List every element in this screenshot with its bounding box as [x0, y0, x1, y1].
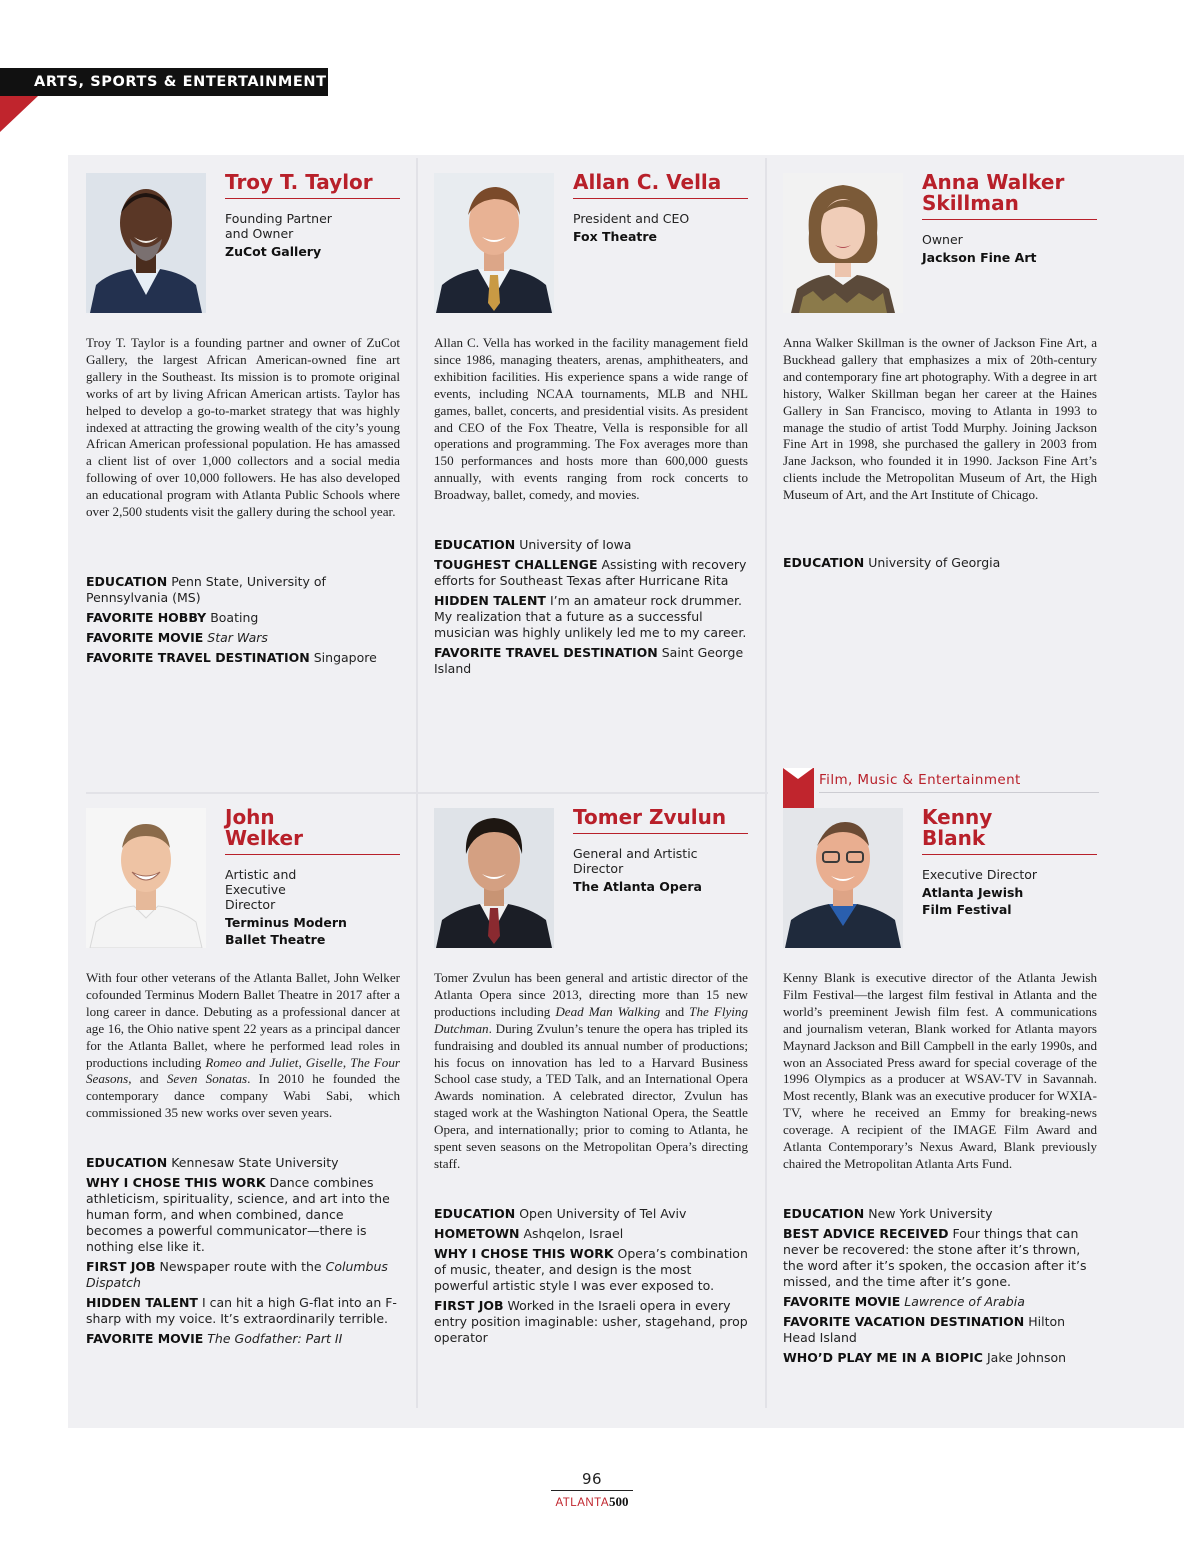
fact-value: Singapore — [313, 650, 377, 665]
fact-label: WHY I CHOSE THIS WORK — [86, 1175, 266, 1190]
fact-education — [783, 1206, 1097, 1222]
fact-value: Four things that can never be recovered: the stone after it’s thrown, the word after it’s spoken, the occasion after it’s missed, and the time after it’s gone. — [783, 1226, 1087, 1289]
fact-value: Hilton Head Island — [783, 1314, 1066, 1345]
profile-name: Troy T. Taylor — [225, 170, 373, 194]
publication-logo — [540, 1494, 644, 1510]
profile-name: Kenny Blank — [922, 805, 993, 850]
profile-bio: Kenny Blank is executive director of the Atlanta Jewish Film Festival—the largest film festival in Atlanta and the world’s preeminent Jewish film fest. A communications and journalism veteran, Blank worked for Atlanta mayors Maynard Jackson and Bill Campbell in the early 1990s, and won an Associated Press award for special coverage of the 1996 Olympics as a producer at WSAV-TV in Savannah. Most recently, Blank was an executive producer for WXIA-TV, where he received an Emmy for breaking-news coverage. A recipient of the IMAGE Film Award and Atlanta Contemporary’s Nexus Award, Blank previously chaired the Metropolitan Atlanta Arts Fund. — [783, 970, 1097, 1171]
profile-facts — [434, 1206, 748, 1350]
section-tag-fold — [0, 96, 38, 132]
fact-label: FIRST JOB — [434, 1298, 504, 1313]
fact-hidden-talent — [434, 593, 748, 641]
profile-header — [225, 807, 400, 948]
column-divider-1 — [416, 158, 418, 1408]
fact-value: The Godfather: Part II — [207, 1331, 343, 1346]
fact-education — [434, 537, 748, 553]
fact-label: BEST ADVICE RECEIVED — [783, 1226, 949, 1241]
profile-organization: The Atlanta Opera — [573, 879, 702, 894]
profile-name: Allan C. Vella — [573, 170, 722, 194]
row-divider — [86, 792, 768, 794]
subsection-rule — [819, 792, 1099, 793]
column-divider-2 — [765, 158, 767, 1408]
fact-favorite-hobby — [86, 610, 400, 626]
fact-value: Ashqelon, Israel — [523, 1226, 624, 1241]
fact-value: I can hit a high G-flat into an F-sharp with my voice. It’s extraordinarily terrible. — [86, 1295, 397, 1326]
bio-text: With four other veterans of the Atlanta Ballet, John Welker cofounded Terminus Modern Ballet Theatre in 2017 after a long career in dance. Debuting as a professional dancer at age 16, the Ohio native spent 22 years as a principal dancer for the Atlanta Ballet, where he performed lead roles in productions including Romeo and Juliet, Giselle, The Four Seasons, and Seven Sonatas. In 2010 he founded the contemporary dance company Wabi Sabi, which commissioned 35 new works over seven years. — [86, 970, 400, 1121]
fact-education — [783, 555, 1097, 571]
fact-value: Dance combines athleticism, spirituality, science, and art into the human form, and when combined, dance becomes a powerful communicator—there is nothing else like it. — [86, 1175, 390, 1254]
fact-biopic — [783, 1350, 1097, 1366]
profile-facts — [434, 537, 748, 681]
profile-role: Founding Partner and Owner — [225, 211, 332, 241]
profile-role: Artistic and Executive Director — [225, 867, 297, 912]
fact-label: TOUGHEST CHALLENGE — [434, 557, 598, 572]
name-rule — [573, 833, 748, 834]
fact-label: WHY I CHOSE THIS WORK — [434, 1246, 614, 1261]
portrait-photo — [86, 808, 206, 948]
profile-bio — [86, 970, 400, 1122]
portrait-photo — [434, 808, 554, 948]
fact-value: Lawrence of Arabia — [904, 1294, 1025, 1309]
fact-why-i-chose-this-work — [86, 1175, 400, 1255]
subsection-tag — [783, 768, 1099, 808]
profile-header — [573, 172, 748, 245]
profile-organization: ZuCot Gallery — [225, 244, 322, 259]
fact-value: Assisting with recovery efforts for Southeast Texas after Hurricane Rita — [434, 557, 747, 588]
portrait-photo — [783, 173, 903, 313]
profile-header — [573, 807, 748, 895]
fact-label: FAVORITE TRAVEL DESTINATION — [86, 650, 310, 665]
fact-label: EDUCATION — [783, 1206, 865, 1221]
footer-rule — [551, 1490, 633, 1491]
profile-role: Executive Director — [922, 867, 1038, 882]
fact-first-job — [434, 1298, 748, 1346]
profile-facts — [783, 555, 1097, 575]
fact-best-advice-received — [783, 1226, 1097, 1290]
fact-value: Worked in the Israeli opera in every entry position imaginable: usher, stagehand, prop operator — [434, 1298, 748, 1345]
fact-label: HIDDEN TALENT — [434, 593, 546, 608]
fact-hidden-talent — [86, 1295, 400, 1327]
fact-favorite-vacation-destination — [783, 1314, 1097, 1346]
fact-value: Open University of Tel Aviv — [519, 1206, 687, 1221]
profile-role: General and Artistic Director — [573, 846, 698, 876]
name-rule — [225, 854, 400, 855]
name-rule — [225, 198, 400, 199]
fact-favorite-movie — [783, 1294, 1097, 1310]
bookmark-notch — [783, 768, 813, 779]
fact-value: Star Wars — [207, 630, 268, 645]
fact-education — [86, 574, 400, 606]
fact-label: EDUCATION — [783, 555, 865, 570]
fact-value: Boating — [210, 610, 259, 625]
fact-label: WHO’D PLAY ME IN A BIOPIC — [783, 1350, 983, 1365]
profile-organization: Atlanta Jewish Film Festival — [922, 885, 1024, 917]
fact-label: FAVORITE HOBBY — [86, 610, 207, 625]
fact-label: EDUCATION — [86, 1155, 168, 1170]
fact-label: FAVORITE MOVIE — [783, 1294, 901, 1309]
portrait-photo — [434, 173, 554, 313]
fact-value: Kennesaw State University — [171, 1155, 339, 1170]
profile-bio: Allan C. Vella has worked in the facility management field since 1986, managing theaters, arenas, amphitheaters, and exhibition facilities. His experience spans a wide range of events, including NCAA tournaments, MLB and NHL games, ballet, concerts, and presidential visits. As president and CEO of the Fox Theatre, Vella is responsible for all operations and programming. The Fox averages more than 150 performances and hosts more than 600,000 guests annually, with events ranging from rock concerts to Broadway, ballet, comedy, and movies. — [434, 335, 748, 503]
fact-label: FAVORITE MOVIE — [86, 1331, 204, 1346]
profile-facts — [783, 1206, 1097, 1370]
fact-value: Penn State, University of Pennsylvania (MS) — [86, 574, 326, 605]
fact-label: EDUCATION — [434, 1206, 516, 1221]
fact-label: HOMETOWN — [434, 1226, 520, 1241]
fact-value: I’m an amateur rock drummer. My realization that a future as a successful musician was highly unlikely led me to my career. — [434, 593, 747, 640]
profile-header — [922, 807, 1097, 918]
profile-name: Tomer Zvulun — [573, 805, 727, 829]
fact-value: Jake Johnson — [986, 1350, 1067, 1365]
profile-organization: Fox Theatre — [573, 229, 657, 244]
fact-label: EDUCATION — [434, 537, 516, 552]
profile-facts — [86, 574, 400, 670]
profile-role: Owner — [922, 232, 963, 247]
fact-value: University of Georgia — [868, 555, 1001, 570]
subsection-label: Film, Music & Entertainment — [819, 772, 1021, 788]
fact-hometown — [434, 1226, 748, 1242]
fact-label: HIDDEN TALENT — [86, 1295, 198, 1310]
fact-favorite-movie — [86, 1331, 400, 1347]
fact-label: FIRST JOB — [86, 1259, 156, 1274]
page-footer — [540, 1470, 644, 1510]
fact-value: Newspaper route with the Columbus Dispatch — [86, 1259, 388, 1290]
portrait-photo — [86, 173, 206, 313]
profile-bio: Troy T. Taylor is a founding partner and owner of ZuCot Gallery, the largest African American-owned fine art gallery in the Southeast. Its mission is to promote original works of art by living African American artists. Taylor has helped to develop a go-to-market strategy that was highly indexed at attracting the growing wealth of the city’s young African American professional population. He has amassed a client list of over 1,000 collectors and a social media following of over 10,000 followers. He has also developed an educational program with Atlanta Public Schools where over 2,500 students visit the gallery during the school year. — [86, 335, 400, 520]
profile-header — [922, 172, 1097, 266]
section-label: ARTS, SPORTS & ENTERTAINMENT — [0, 68, 328, 96]
profile-bio: Anna Walker Skillman is the owner of Jackson Fine Art, a Buckhead gallery that emphasizes a mix of 20th-century and contemporary fine art photography. With a degree in art history, Walker Skillman began her career at the Haines Gallery in San Francisco, moving to Atlanta in 1993 to manage the studio of artist Todd Murphy. Joining Jackson Fine Art in 1998, she purchased the gallery in 2003 from Jane Jackson, who founded it in 1990. Jackson Fine Art’s clients include the Metropolitan Museum of Art, the High Museum of Art, and the Art Institute of Chicago. — [783, 335, 1097, 503]
portrait-photo — [783, 808, 903, 948]
brand-500: 500 — [609, 1494, 629, 1509]
name-rule — [573, 198, 748, 199]
fact-first-job — [86, 1259, 400, 1291]
bio-text: Tomer Zvulun has been general and artistic director of the Atlanta Opera since 2013, directing more than 15 new productions including Dead Man Walking and The Flying Dutchman. During Zvulun’s tenure the opera has tripled its fundraising and doubled its annual number of productions; his focus on innovation has led to a Harvard Business School case study, a TED Talk, and an International Opera Awards nomination. A celebrated director, Zvulun has staged work at the Washington National Opera, the Seattle Opera, and internationally; prior to coming to Atlanta, he spent seven seasons on the Metropolitan Opera’s directing staff. — [434, 970, 749, 1171]
fact-label: FAVORITE MOVIE — [86, 630, 204, 645]
fact-value: New York University — [868, 1206, 993, 1221]
page-number: 96 — [581, 1470, 603, 1488]
fact-label: EDUCATION — [86, 574, 168, 589]
profile-role: President and CEO — [573, 211, 690, 226]
profile-facts — [86, 1155, 400, 1351]
fact-toughest-challenge — [434, 557, 748, 589]
brand-atlanta: ATLANTA — [555, 1497, 610, 1509]
fact-label: FAVORITE VACATION DESTINATION — [783, 1314, 1025, 1329]
fact-why-i-chose-this-work — [434, 1246, 748, 1294]
profile-organization: Jackson Fine Art — [922, 250, 1037, 265]
fact-label: FAVORITE TRAVEL DESTINATION — [434, 645, 658, 660]
fact-favorite-movie — [86, 630, 400, 646]
name-rule — [922, 854, 1097, 855]
profile-bio — [434, 970, 748, 1173]
fact-value: Saint George Island — [434, 645, 744, 676]
profile-name: Anna Walker Skillman — [922, 170, 1065, 215]
fact-favorite-travel-destination — [86, 650, 400, 666]
fact-value: Opera’s combination of music, theater, and design is the most powerful artistic style I was ever exposed to. — [434, 1246, 748, 1293]
fact-value: University of Iowa — [519, 537, 632, 552]
profile-name: John Welker — [225, 805, 303, 850]
fact-education — [434, 1206, 748, 1222]
fact-favorite-travel-destination — [434, 645, 748, 677]
fact-education — [86, 1155, 400, 1171]
profile-header — [225, 172, 400, 260]
profile-organization: Terminus Modern Ballet Theatre — [225, 915, 347, 947]
name-rule — [922, 219, 1097, 220]
